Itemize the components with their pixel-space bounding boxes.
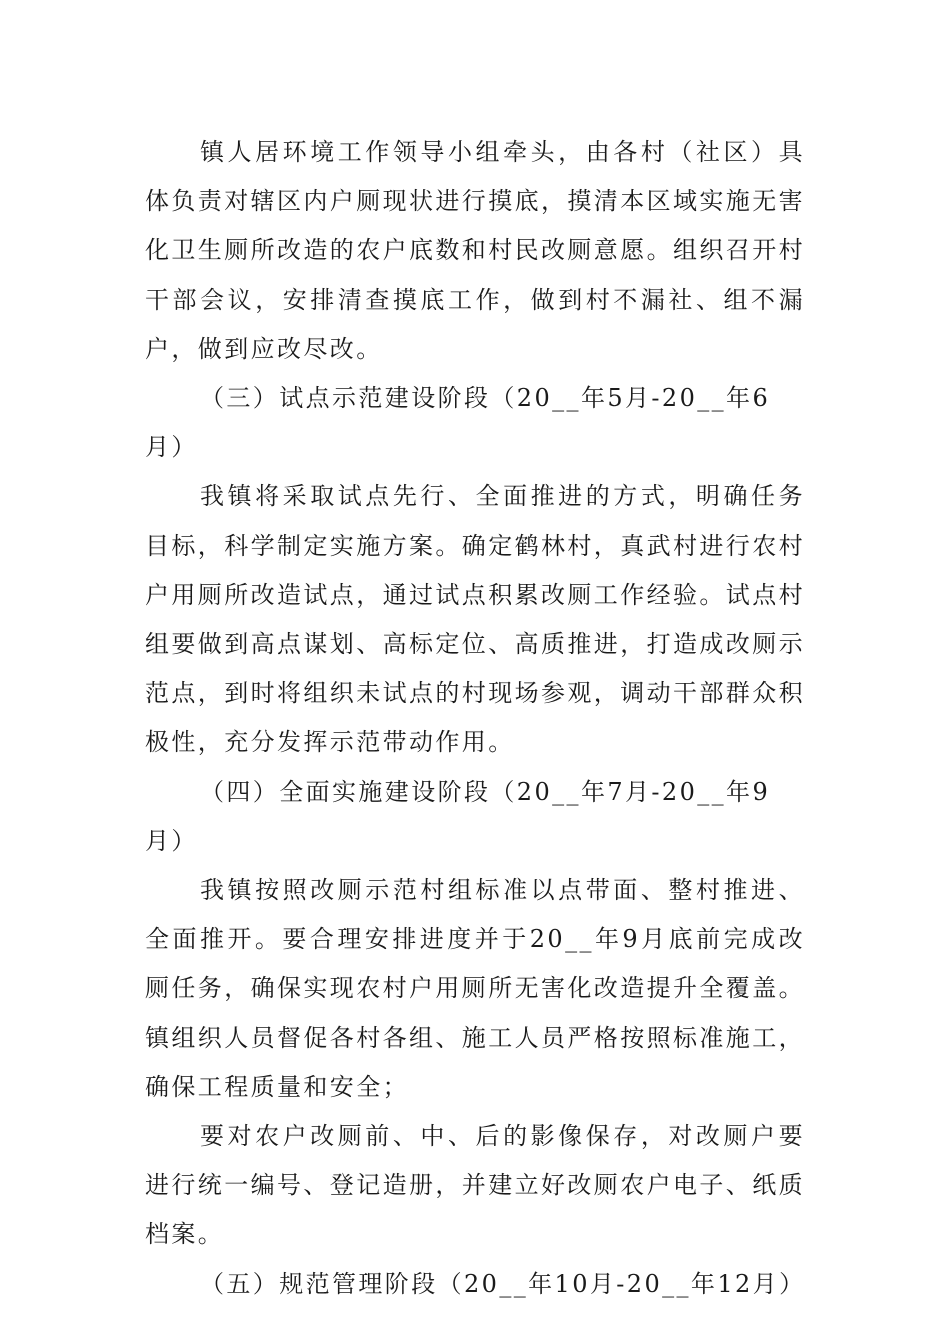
paragraph-survey: 镇人居环境工作领导小组牵头，由各村（社区）具体负责对辖区内户厕现状进行摸底，摸清本区域实施无害化卫生厕所改造的农户底数和村民改厕意愿。组织召开村干部会议，安排清查摸底工作，做到村不漏社、组不漏户，做到应改尽改。 — [145, 138, 805, 363]
document-body — [145, 128, 805, 1309]
paragraph-pilot: 我镇将采取试点先行、全面推进的方式，明确任务目标，科学制定实施方案。确定鹤林村，真武村进行农村户用厕所改造试点，通过试点积累改厕工作经验。试点村组要做到高点谋划、高标定位、高质推进，打造成改厕示范点，到时将组织未试点的村现场参观，调动干部群众积极性，充分发挥示范带动作用。 — [145, 482, 805, 757]
paragraph-implementation: 我镇按照改厕示范村组标准以点带面、整村推进、全面推开。要合理安排进度并于20__年9月底前完成改厕任务，确保实现农村户用厕所无害化改造提升全覆盖。镇组织人员督促各村各组、施工人员严格按照标准施工，确保工程质量和安全； — [145, 876, 805, 1101]
section-heading-3: （三）试点示范建设阶段（20__年5月-20__年6月） — [145, 384, 771, 462]
section-heading-4: （四）全面实施建设阶段（20__年7月-20__年9月） — [145, 777, 771, 855]
paragraph-archiving: 要对农户改厕前、中、后的影像保存，对改厕户要进行统一编号、登记造册，并建立好改厕农户电子、纸质档案。 — [145, 1122, 805, 1249]
section-heading-5: （五）规范管理阶段（20__年10月-20__年12月） — [200, 1269, 806, 1298]
